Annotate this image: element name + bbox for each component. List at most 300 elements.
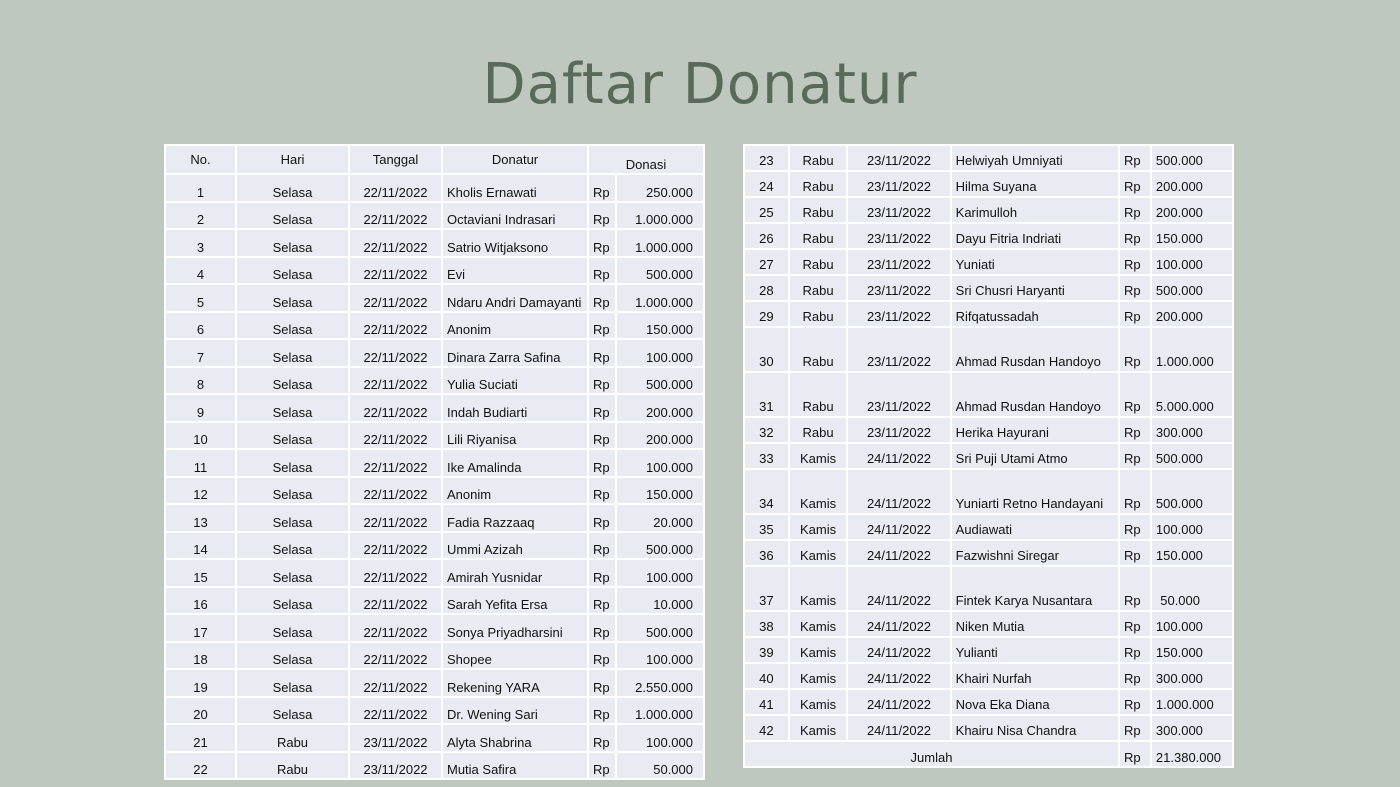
row-hari: Selasa [236, 587, 349, 615]
row-no: 37 [744, 566, 789, 611]
table-row [744, 663, 1233, 689]
row-currency: Rp [588, 257, 616, 285]
row-currency: Rp [1119, 514, 1151, 540]
table-row [165, 339, 704, 367]
row-hari: Selasa [236, 229, 349, 257]
row-no: 10 [165, 422, 236, 450]
table-row [165, 724, 704, 752]
row-amount: 200.000 [616, 422, 704, 450]
row-amount: 150.000 [1151, 223, 1233, 249]
row-no: 39 [744, 637, 789, 663]
row-no: 27 [744, 249, 789, 275]
row-hari: Selasa [236, 367, 349, 395]
table-row [165, 697, 704, 725]
row-currency: Rp [588, 229, 616, 257]
row-hari: Kamis [789, 566, 848, 611]
row-currency: Rp [1119, 715, 1151, 741]
row-hari: Selasa [236, 257, 349, 285]
table-row [744, 540, 1233, 566]
row-amount: 300.000 [1151, 663, 1233, 689]
row-no: 24 [744, 171, 789, 197]
table-row [165, 587, 704, 615]
row-no: 2 [165, 202, 236, 230]
row-no: 30 [744, 327, 789, 372]
row-amount: 150.000 [616, 312, 704, 340]
row-donatur: Yulianti [951, 637, 1119, 663]
row-hari: Kamis [789, 469, 848, 514]
row-hari: Kamis [789, 514, 848, 540]
row-currency: Rp [1119, 249, 1151, 275]
table-row [165, 284, 704, 312]
row-no: 4 [165, 257, 236, 285]
row-hari: Selasa [236, 614, 349, 642]
row-no: 1 [165, 174, 236, 202]
row-currency: Rp [588, 587, 616, 615]
row-currency: Rp [1119, 197, 1151, 223]
row-hari: Rabu [789, 275, 848, 301]
row-tanggal: 22/11/2022 [349, 339, 442, 367]
row-hari: Rabu [789, 372, 848, 417]
row-tanggal: 22/11/2022 [349, 229, 442, 257]
row-no: 32 [744, 417, 789, 443]
row-donatur: Shopee [442, 642, 588, 670]
row-tanggal: 24/11/2022 [847, 663, 950, 689]
row-hari: Selasa [236, 202, 349, 230]
row-currency: Rp [1119, 689, 1151, 715]
row-no: 3 [165, 229, 236, 257]
row-hari: Rabu [789, 223, 848, 249]
header-hari: Hari [236, 145, 349, 174]
row-hari: Selasa [236, 697, 349, 725]
row-amount: 1.000.000 [616, 284, 704, 312]
table-row [744, 145, 1233, 171]
row-tanggal: 22/11/2022 [349, 477, 442, 505]
donor-table-left [164, 144, 705, 780]
row-donatur: Octaviani Indrasari [442, 202, 588, 230]
table-row [165, 449, 704, 477]
table-row [744, 443, 1233, 469]
row-no: 34 [744, 469, 789, 514]
row-tanggal: 24/11/2022 [847, 637, 950, 663]
row-donatur: Ike Amalinda [442, 449, 588, 477]
row-amount: 200.000 [1151, 197, 1233, 223]
row-donatur: Ahmad Rusdan Handoyo [951, 372, 1119, 417]
row-donatur: Dinara Zarra Safina [442, 339, 588, 367]
row-currency: Rp [1119, 327, 1151, 372]
table-row [744, 223, 1233, 249]
row-no: 9 [165, 394, 236, 422]
row-tanggal: 24/11/2022 [847, 689, 950, 715]
row-amount: 50.000 [616, 752, 704, 780]
row-hari: Rabu [789, 327, 848, 372]
row-amount: 500.000 [616, 614, 704, 642]
row-currency: Rp [1119, 637, 1151, 663]
table-header-row [165, 145, 704, 174]
row-donatur: Rekening YARA [442, 669, 588, 697]
table-row [165, 312, 704, 340]
row-tanggal: 23/11/2022 [847, 327, 950, 372]
row-currency: Rp [588, 477, 616, 505]
row-donatur: Niken Mutia [951, 611, 1119, 637]
row-hari: Selasa [236, 339, 349, 367]
row-tanggal: 22/11/2022 [349, 669, 442, 697]
row-tanggal: 23/11/2022 [847, 223, 950, 249]
table-row [165, 669, 704, 697]
row-hari: Kamis [789, 689, 848, 715]
row-hari: Rabu [236, 752, 349, 780]
table-row [744, 689, 1233, 715]
row-hari: Kamis [789, 715, 848, 741]
row-donatur: Sonya Priyadharsini [442, 614, 588, 642]
row-amount: 500.000 [616, 257, 704, 285]
row-tanggal: 22/11/2022 [349, 587, 442, 615]
row-currency: Rp [1119, 417, 1151, 443]
row-no: 23 [744, 145, 789, 171]
row-currency: Rp [1119, 171, 1151, 197]
row-tanggal: 22/11/2022 [349, 449, 442, 477]
table-row [744, 417, 1233, 443]
row-currency: Rp [588, 614, 616, 642]
row-hari: Rabu [789, 197, 848, 223]
row-currency: Rp [588, 339, 616, 367]
row-tanggal: 24/11/2022 [847, 566, 950, 611]
row-currency: Rp [588, 697, 616, 725]
row-tanggal: 22/11/2022 [349, 559, 442, 587]
row-currency: Rp [588, 422, 616, 450]
total-row [744, 741, 1233, 767]
row-tanggal: 23/11/2022 [847, 171, 950, 197]
row-tanggal: 23/11/2022 [847, 301, 950, 327]
row-tanggal: 23/11/2022 [847, 417, 950, 443]
row-hari: Selasa [236, 559, 349, 587]
table-row [744, 611, 1233, 637]
row-hari: Rabu [789, 171, 848, 197]
header-tanggal: Tanggal [349, 145, 442, 174]
row-donatur: Sri Chusri Haryanti [951, 275, 1119, 301]
row-tanggal: 22/11/2022 [349, 504, 442, 532]
row-no: 20 [165, 697, 236, 725]
row-donatur: Fazwishni Siregar [951, 540, 1119, 566]
row-no: 25 [744, 197, 789, 223]
row-tanggal: 23/11/2022 [349, 752, 442, 780]
row-hari: Rabu [789, 301, 848, 327]
row-tanggal: 22/11/2022 [349, 312, 442, 340]
row-tanggal: 24/11/2022 [847, 514, 950, 540]
row-currency: Rp [1119, 223, 1151, 249]
table-row [744, 249, 1233, 275]
row-tanggal: 23/11/2022 [847, 249, 950, 275]
row-currency: Rp [588, 559, 616, 587]
table-row [165, 559, 704, 587]
table-row [165, 422, 704, 450]
row-tanggal: 24/11/2022 [847, 443, 950, 469]
row-donatur: Evi [442, 257, 588, 285]
row-donatur: Fintek Karya Nusantara [951, 566, 1119, 611]
row-hari: Selasa [236, 174, 349, 202]
row-no: 8 [165, 367, 236, 395]
row-hari: Rabu [789, 145, 848, 171]
row-amount: 10.000 [616, 587, 704, 615]
row-amount: 500.000 [1151, 275, 1233, 301]
table-row [165, 504, 704, 532]
row-tanggal: 22/11/2022 [349, 394, 442, 422]
row-tanggal: 22/11/2022 [349, 202, 442, 230]
row-currency: Rp [1119, 372, 1151, 417]
table-row [744, 372, 1233, 417]
row-hari: Selasa [236, 449, 349, 477]
row-currency: Rp [588, 174, 616, 202]
row-tanggal: 24/11/2022 [847, 715, 950, 741]
row-amount: 1.000.000 [616, 697, 704, 725]
row-currency: Rp [588, 449, 616, 477]
row-no: 13 [165, 504, 236, 532]
row-currency: Rp [588, 669, 616, 697]
table-row [744, 171, 1233, 197]
row-tanggal: 24/11/2022 [847, 540, 950, 566]
row-donatur: Alyta Shabrina [442, 724, 588, 752]
row-tanggal: 22/11/2022 [349, 697, 442, 725]
row-hari: Selasa [236, 422, 349, 450]
row-currency: Rp [1119, 275, 1151, 301]
row-no: 5 [165, 284, 236, 312]
row-donatur: Khairu Nisa Chandra [951, 715, 1119, 741]
row-donatur: Herika Hayurani [951, 417, 1119, 443]
row-tanggal: 23/11/2022 [349, 724, 442, 752]
row-no: 6 [165, 312, 236, 340]
row-donatur: Karimulloh [951, 197, 1119, 223]
row-no: 16 [165, 587, 236, 615]
row-currency: Rp [1119, 566, 1151, 611]
table-row [165, 477, 704, 505]
row-no: 21 [165, 724, 236, 752]
row-no: 15 [165, 559, 236, 587]
row-hari: Rabu [789, 249, 848, 275]
row-currency: Rp [1119, 540, 1151, 566]
row-no: 28 [744, 275, 789, 301]
row-tanggal: 23/11/2022 [847, 372, 950, 417]
row-tanggal: 22/11/2022 [349, 422, 442, 450]
row-amount: 500.000 [616, 367, 704, 395]
row-hari: Kamis [789, 540, 848, 566]
row-amount: 500.000 [1151, 469, 1233, 514]
row-amount: 150.000 [616, 477, 704, 505]
table-row [165, 532, 704, 560]
row-donatur: Anonim [442, 477, 588, 505]
row-currency: Rp [1119, 443, 1151, 469]
row-currency: Rp [1119, 301, 1151, 327]
table-row [165, 257, 704, 285]
table-row [744, 197, 1233, 223]
row-no: 19 [165, 669, 236, 697]
row-donatur: Sri Puji Utami Atmo [951, 443, 1119, 469]
table-row [165, 752, 704, 780]
row-no: 29 [744, 301, 789, 327]
row-currency: Rp [588, 284, 616, 312]
row-amount: 500.000 [1151, 443, 1233, 469]
row-hari: Selasa [236, 669, 349, 697]
row-tanggal: 23/11/2022 [847, 145, 950, 171]
row-donatur: Nova Eka Diana [951, 689, 1119, 715]
row-amount: 100.000 [616, 449, 704, 477]
row-currency: Rp [1119, 145, 1151, 171]
row-amount: 5.000.000 [1151, 372, 1233, 417]
total-label: Jumlah [744, 741, 1119, 767]
row-hari: Selasa [236, 532, 349, 560]
row-donatur: Hilma Suyana [951, 171, 1119, 197]
row-hari: Selasa [236, 642, 349, 670]
row-donatur: Rifqatussadah [951, 301, 1119, 327]
row-currency: Rp [1119, 469, 1151, 514]
row-no: 22 [165, 752, 236, 780]
row-amount: 100.000 [616, 559, 704, 587]
row-tanggal: 22/11/2022 [349, 532, 442, 560]
row-currency: Rp [1119, 611, 1151, 637]
row-amount: 200.000 [1151, 171, 1233, 197]
row-amount: 500.000 [616, 532, 704, 560]
page-title: Daftar Donatur [482, 52, 918, 117]
row-donatur: Indah Budiarti [442, 394, 588, 422]
table-row [744, 566, 1233, 611]
row-amount: 50.000 [1151, 566, 1233, 611]
row-amount: 300.000 [1151, 417, 1233, 443]
row-tanggal: 24/11/2022 [847, 611, 950, 637]
row-tanggal: 22/11/2022 [349, 174, 442, 202]
row-tanggal: 22/11/2022 [349, 284, 442, 312]
row-no: 36 [744, 540, 789, 566]
row-donatur: Anonim [442, 312, 588, 340]
table-row [165, 367, 704, 395]
row-donatur: Helwiyah Umniyati [951, 145, 1119, 171]
row-tanggal: 23/11/2022 [847, 275, 950, 301]
row-no: 41 [744, 689, 789, 715]
row-donatur: Yuniati [951, 249, 1119, 275]
row-amount: 150.000 [1151, 637, 1233, 663]
row-amount: 100.000 [1151, 611, 1233, 637]
table-row [744, 275, 1233, 301]
row-currency: Rp [588, 312, 616, 340]
row-amount: 500.000 [1151, 145, 1233, 171]
row-amount: 200.000 [616, 394, 704, 422]
row-amount: 100.000 [1151, 514, 1233, 540]
table-row [165, 394, 704, 422]
row-no: 7 [165, 339, 236, 367]
row-hari: Selasa [236, 504, 349, 532]
table-row [744, 301, 1233, 327]
row-no: 42 [744, 715, 789, 741]
row-hari: Selasa [236, 477, 349, 505]
row-donatur: Ndaru Andri Damayanti [442, 284, 588, 312]
row-currency: Rp [588, 504, 616, 532]
header-no: No. [165, 145, 236, 174]
donor-table-right [743, 144, 1234, 768]
row-no: 26 [744, 223, 789, 249]
row-donatur: Sarah Yefita Ersa [442, 587, 588, 615]
row-currency: Rp [588, 724, 616, 752]
row-no: 12 [165, 477, 236, 505]
row-no: 31 [744, 372, 789, 417]
row-no: 18 [165, 642, 236, 670]
row-no: 35 [744, 514, 789, 540]
table-row [165, 642, 704, 670]
header-donasi: Donasi [588, 145, 704, 174]
row-amount: 250.000 [616, 174, 704, 202]
row-donatur: Satrio Witjaksono [442, 229, 588, 257]
row-no: 40 [744, 663, 789, 689]
row-currency: Rp [588, 394, 616, 422]
row-amount: 1.000.000 [616, 202, 704, 230]
row-donatur: Lili Riyanisa [442, 422, 588, 450]
row-donatur: Kholis Ernawati [442, 174, 588, 202]
row-amount: 20.000 [616, 504, 704, 532]
row-currency: Rp [588, 752, 616, 780]
row-donatur: Ummi Azizah [442, 532, 588, 560]
row-donatur: Khairi Nurfah [951, 663, 1119, 689]
row-amount: 100.000 [616, 724, 704, 752]
row-tanggal: 24/11/2022 [847, 469, 950, 514]
row-donatur: Dayu Fitria Indriati [951, 223, 1119, 249]
row-donatur: Yulia Suciati [442, 367, 588, 395]
row-currency: Rp [588, 202, 616, 230]
row-donatur: Amirah Yusnidar [442, 559, 588, 587]
row-amount: 150.000 [1151, 540, 1233, 566]
row-no: 11 [165, 449, 236, 477]
row-hari: Selasa [236, 394, 349, 422]
row-currency: Rp [588, 532, 616, 560]
row-no: 17 [165, 614, 236, 642]
table-row [165, 614, 704, 642]
table-row [744, 327, 1233, 372]
total-amount: 21.380.000 [1151, 741, 1233, 767]
row-amount: 2.550.000 [616, 669, 704, 697]
row-amount: 1.000.000 [1151, 327, 1233, 372]
row-hari: Selasa [236, 284, 349, 312]
row-tanggal: 22/11/2022 [349, 257, 442, 285]
total-currency: Rp [1119, 741, 1151, 767]
row-hari: Kamis [789, 443, 848, 469]
row-tanggal: 22/11/2022 [349, 614, 442, 642]
row-hari: Kamis [789, 663, 848, 689]
row-amount: 1.000.000 [616, 229, 704, 257]
row-amount: 100.000 [616, 339, 704, 367]
row-currency: Rp [588, 367, 616, 395]
row-hari: Rabu [236, 724, 349, 752]
row-hari: Kamis [789, 611, 848, 637]
row-hari: Kamis [789, 637, 848, 663]
row-currency: Rp [588, 642, 616, 670]
header-donatur: Donatur [442, 145, 588, 174]
row-amount: 1.000.000 [1151, 689, 1233, 715]
table-row [165, 229, 704, 257]
row-amount: 100.000 [616, 642, 704, 670]
row-donatur: Dr. Wening Sari [442, 697, 588, 725]
row-donatur: Fadia Razzaaq [442, 504, 588, 532]
table-row [744, 715, 1233, 741]
row-tanggal: 22/11/2022 [349, 642, 442, 670]
row-donatur: Mutia Safira [442, 752, 588, 780]
row-no: 14 [165, 532, 236, 560]
table-row [744, 514, 1233, 540]
row-hari: Selasa [236, 312, 349, 340]
table-row [744, 469, 1233, 514]
table-row [165, 202, 704, 230]
row-amount: 300.000 [1151, 715, 1233, 741]
row-tanggal: 22/11/2022 [349, 367, 442, 395]
row-amount: 200.000 [1151, 301, 1233, 327]
table-row [744, 637, 1233, 663]
row-donatur: Ahmad Rusdan Handoyo [951, 327, 1119, 372]
row-donatur: Audiawati [951, 514, 1119, 540]
row-hari: Rabu [789, 417, 848, 443]
